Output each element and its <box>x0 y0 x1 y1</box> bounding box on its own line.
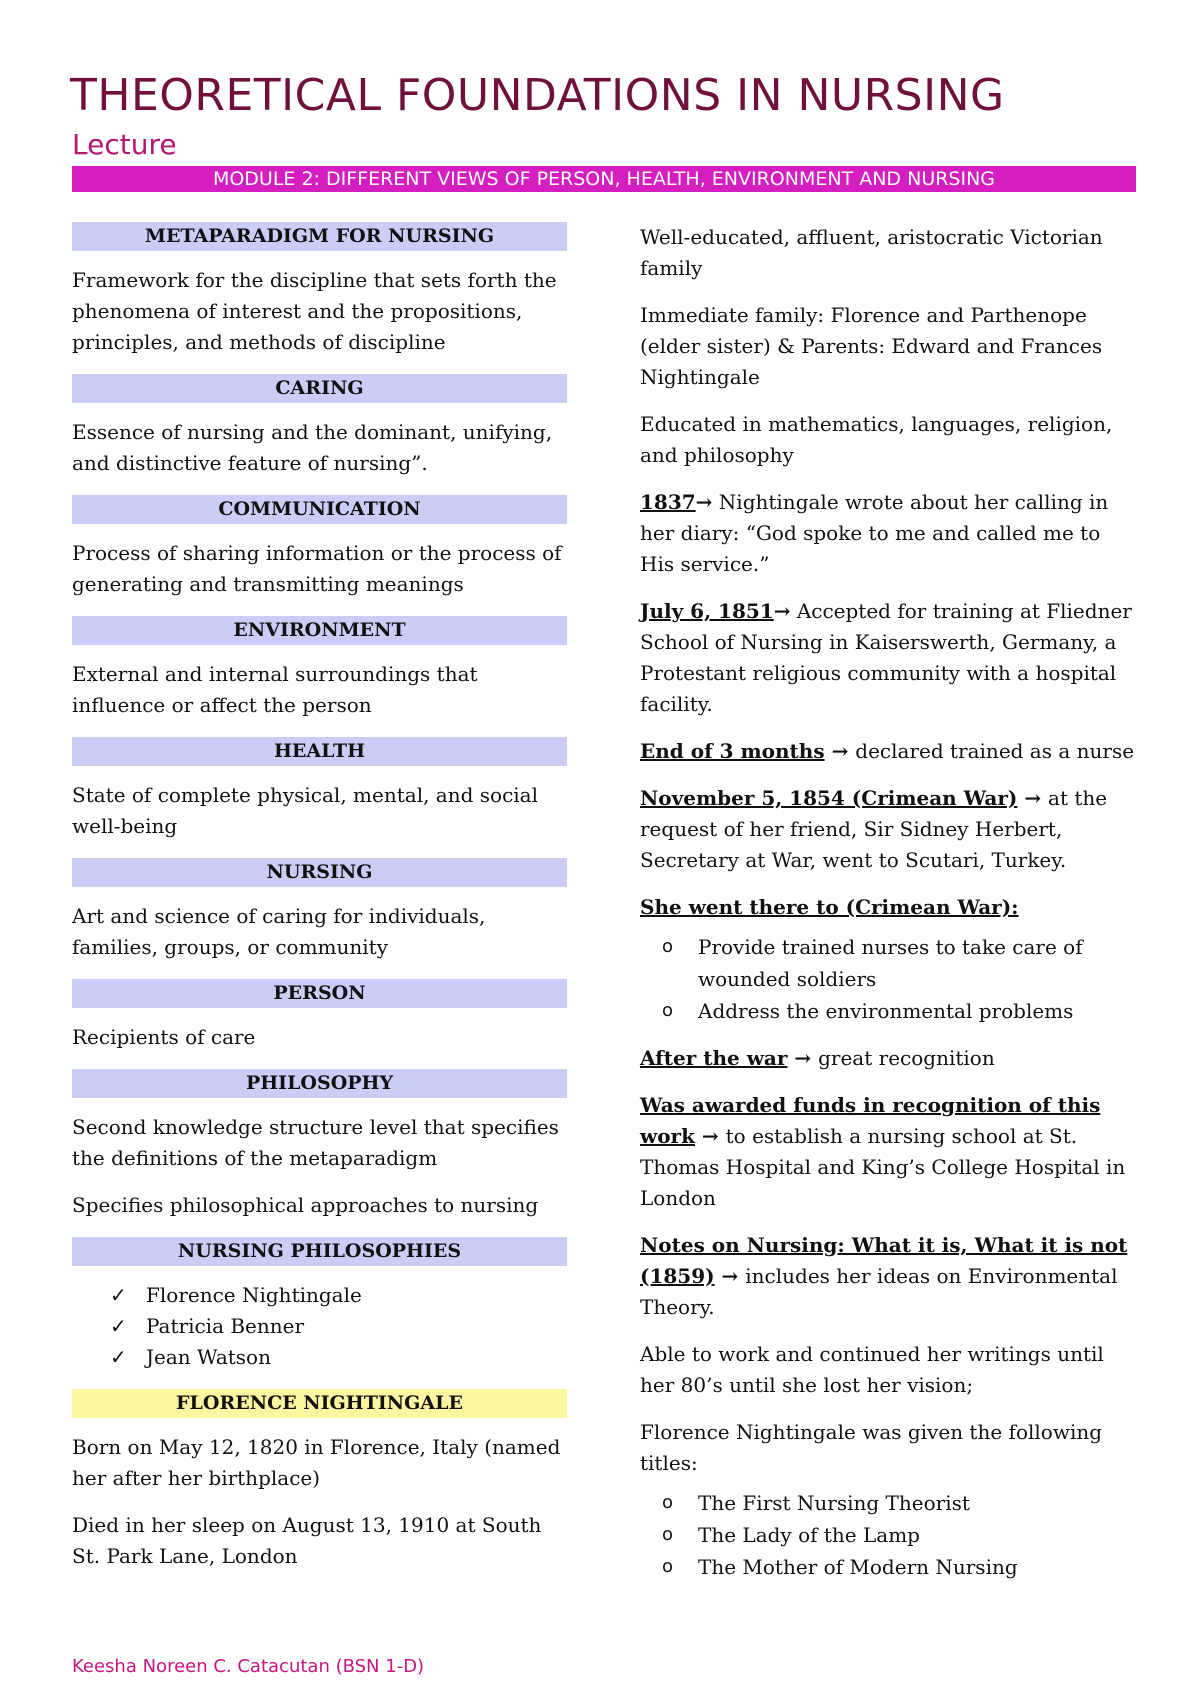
nursing-text: Art and science of caring for individuals, families, groups, or community <box>72 904 486 959</box>
footer-author: Keesha Noreen C. Catacutan (BSN 1-D) <box>72 1656 425 1677</box>
environment-text: External and internal surroundings that influence or affect the person <box>72 662 478 717</box>
went-there-heading: She went there to (Crimean War): <box>640 895 1019 919</box>
heading-metaparadigm: METAPARADIGM FOR NURSING <box>72 222 567 251</box>
circle-bullet-icon: o <box>662 1524 674 1545</box>
event-date: After the war <box>640 1046 788 1070</box>
list-item <box>72 1342 567 1373</box>
florence-died-text: Died in her sleep on August 13, 1910 at South St. Park Lane, London <box>72 1513 542 1568</box>
florence-born-text: Born on May 12, 1820 in Florence, Italy (named her after her birthplace) <box>72 1435 561 1490</box>
event-text: Nightingale wrote about her calling in her diary: “God spoke to me and called me to His service.” <box>640 490 1109 576</box>
arrow-right-icon: → <box>695 490 713 514</box>
arrow-right-icon: → <box>787 1046 819 1070</box>
list-item-label: Florence Nightingale <box>146 1283 362 1307</box>
communication-text: Process of sharing information or the process of generating and transmitting meanings <box>72 541 562 596</box>
heading-health: HEALTH <box>72 737 567 766</box>
list-item-label: Patricia Benner <box>146 1314 305 1338</box>
event-after-war <box>640 1043 1140 1074</box>
arrow-right-icon: → <box>773 599 791 623</box>
event-notes <box>640 1230 1140 1323</box>
arrow-right-icon: → <box>714 1264 746 1288</box>
document-title: THEORETICAL FOUNDATIONS IN NURSING <box>70 70 1005 121</box>
event-text: includes her ideas on Environmental Theory. <box>640 1264 1118 1319</box>
list-item <box>640 1487 1140 1519</box>
family-text: Well-educated, affluent, aristocratic Victorian family <box>640 225 1103 280</box>
able-text: Able to work and continued her writings until her 80’s until she lost her vision; <box>640 1342 1104 1397</box>
heading-florence-nightingale: FLORENCE NIGHTINGALE <box>72 1389 567 1418</box>
list-item <box>640 1519 1140 1551</box>
heading-philosophy: PHILOSOPHY <box>72 1069 567 1098</box>
heading-person: PERSON <box>72 979 567 1008</box>
arrow-right-icon: → <box>824 739 856 763</box>
list-item <box>640 995 1140 1027</box>
event-date: July 6, 1851 <box>640 599 774 623</box>
event-date: Notes on Nursing: What it is, What it is not (1859) <box>640 1233 1128 1288</box>
list-item <box>640 931 1140 995</box>
titles-list <box>640 1487 1140 1583</box>
check-mark-icon: ✓ <box>110 1314 127 1338</box>
list-item <box>640 1551 1140 1583</box>
event-text: great recognition <box>818 1046 995 1070</box>
person-text: Recipients of care <box>72 1025 256 1049</box>
circle-bullet-icon: o <box>662 1000 674 1021</box>
list-item-label: The First Nursing Theorist <box>698 1491 970 1515</box>
event-3-months <box>640 736 1140 767</box>
list-item <box>72 1280 567 1311</box>
event-date: Was awarded funds in recognition of this work <box>640 1093 1101 1148</box>
list-item-label: Address the environmental problems <box>698 999 1074 1023</box>
heading-communication: COMMUNICATION <box>72 495 567 524</box>
arrow-right-icon: → <box>694 1124 726 1148</box>
event-date: End of 3 months <box>640 739 825 763</box>
philosophy-text-1: Second knowledge structure level that specifies the definitions of the metaparadigm <box>72 1115 559 1170</box>
module-banner: MODULE 2: DIFFERENT VIEWS OF PERSON, HEALTH, ENVIRONMENT AND NURSING <box>72 166 1136 192</box>
circle-bullet-icon: o <box>662 1556 674 1577</box>
metaparadigm-text: Framework for the discipline that sets forth the phenomena of interest and the propositions, principles, and methods of discipline <box>72 268 557 354</box>
arrow-right-icon: → <box>1017 786 1049 810</box>
event-date: November 5, 1854 (Crimean War) <box>640 786 1018 810</box>
titles-intro: Florence Nightingale was given the following titles: <box>640 1420 1103 1475</box>
circle-bullet-icon: o <box>662 1492 674 1513</box>
check-mark-icon: ✓ <box>110 1345 127 1369</box>
event-1837 <box>640 487 1140 580</box>
event-1851 <box>640 596 1140 720</box>
document-subtitle: Lecture <box>72 128 177 161</box>
circle-bullet-icon: o <box>662 936 674 957</box>
list-item-label: Jean Watson <box>146 1345 271 1369</box>
went-there-list <box>640 931 1140 1027</box>
caring-text: Essence of nursing and the dominant, unifying, and distinctive feature of nursing”. <box>72 420 553 475</box>
heading-nursing-philosophies: NURSING PHILOSOPHIES <box>72 1237 567 1266</box>
went-there-label <box>640 892 1140 923</box>
right-column <box>640 222 1140 1599</box>
event-text: Accepted for training at Fliedner School of Nursing in Kaiserswerth, Germany, a Protestant religious community with a hospital facility. <box>640 599 1132 716</box>
event-awarded <box>640 1090 1140 1214</box>
health-text: State of complete physical, mental, and social well-being <box>72 783 538 838</box>
philosophies-list <box>72 1280 567 1373</box>
check-mark-icon: ✓ <box>110 1283 127 1307</box>
list-item-label: Provide trained nurses to take care of wounded soldiers <box>698 935 1083 991</box>
list-item-label: The Mother of Modern Nursing <box>698 1555 1018 1579</box>
left-column <box>72 222 567 1588</box>
event-text: to establish a nursing school at St. Thomas Hospital and King’s College Hospital in London <box>640 1124 1126 1210</box>
heading-nursing: NURSING <box>72 858 567 887</box>
list-item <box>72 1311 567 1342</box>
event-date: 1837 <box>640 490 696 514</box>
heading-caring: CARING <box>72 374 567 403</box>
event-text: declared trained as a nurse <box>855 739 1135 763</box>
immediate-family-text: Immediate family: Florence and Parthenope (elder sister) & Parents: Edward and Frances Nightingale <box>640 303 1103 389</box>
list-item-label: The Lady of the Lamp <box>698 1523 920 1547</box>
philosophy-text-2: Specifies philosophical approaches to nursing <box>72 1193 539 1217</box>
heading-environment: ENVIRONMENT <box>72 616 567 645</box>
educated-text: Educated in mathematics, languages, religion, and philosophy <box>640 412 1113 467</box>
event-text: at the request of her friend, Sir Sidney Herbert, Secretary at War, went to Scutari, Turkey. <box>640 786 1108 872</box>
event-1854 <box>640 783 1140 876</box>
